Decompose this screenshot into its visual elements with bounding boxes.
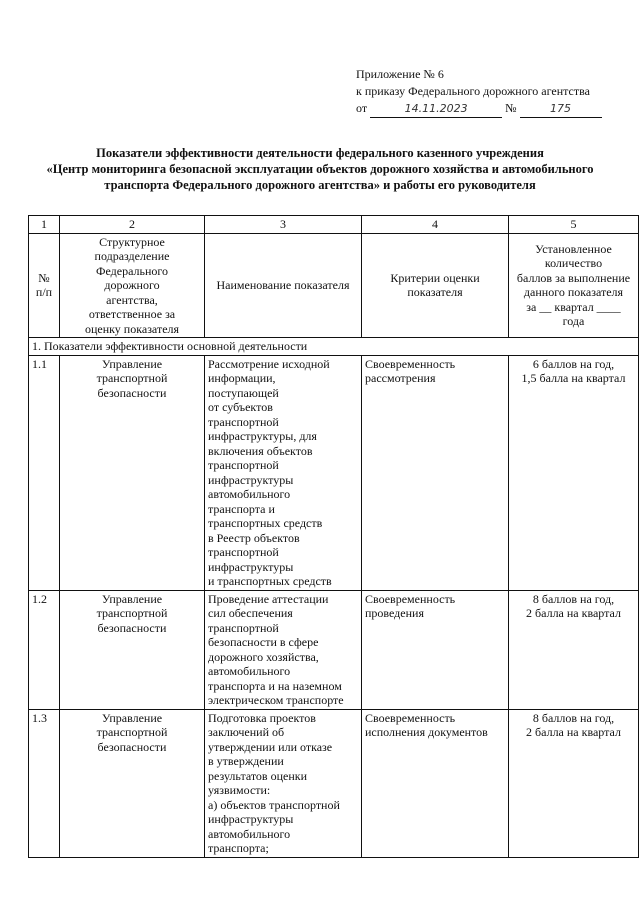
row-unit: Управление транспортной безопасности (60, 355, 205, 590)
row-num: 1.1 (29, 355, 60, 590)
table-row (29, 355, 639, 590)
row-unit: Управление транспортной безопасности (60, 590, 205, 709)
section-row (29, 338, 639, 356)
col-number: 2 (60, 216, 205, 234)
header-points: Установленное количество баллов за выполнение данного показателя за __ квартал ____ года (509, 233, 639, 338)
row-points: 8 баллов на год, 2 балла на квартал (509, 590, 639, 709)
row-points: 6 баллов на год, 1,5 балла на квартал (509, 355, 639, 590)
header-row (29, 233, 639, 338)
col-number: 1 (29, 216, 60, 234)
title-line-2: «Центр мониторинга безопасной эксплуатации объектов дорожного хозяйства и автомобильного (46, 162, 594, 176)
row-name: Рассмотрение исходной информации, поступающей от субъектов транспортной инфраструктуры, для включения объектов транспортной инфраструктуры автомобильного транспорта и транспортных средств в Реестр объектов транспортной инфраструктуры и транспортных средств (205, 355, 362, 590)
indicators-table (28, 215, 639, 858)
col-number: 5 (509, 216, 639, 234)
appendix-date-number (356, 100, 602, 118)
col-number: 4 (362, 216, 509, 234)
column-numbers-row (29, 216, 639, 234)
row-criteria: Своевременность проведения (362, 590, 509, 709)
number-value: 175 (520, 100, 602, 118)
header-num: № п/п (29, 233, 60, 338)
row-criteria: Своевременность рассмотрения (362, 355, 509, 590)
row-name: Подготовка проектов заключений об утверждении или отказе в утверждении результатов оценки уязвимости: а) объектов транспортной инфраструктуры автомобильного транспорта; (205, 709, 362, 857)
number-prefix: № (505, 101, 517, 115)
table-row (29, 709, 639, 857)
row-name: Проведение аттестации сил обеспечения транспортной безопасности в сфере дорожного хозяйства, автомобильного транспорта и на наземном электрическом транспорте (205, 590, 362, 709)
appendix-block (356, 66, 602, 118)
row-unit: Управление транспортной безопасности (60, 709, 205, 857)
title-line-3: транспорта Федерального дорожного агентства» и работы его руководителя (104, 178, 536, 192)
header-unit: Структурное подразделение Федерального дорожного агентства, ответственное за оценку показателя (60, 233, 205, 338)
row-criteria: Своевременность исполнения документов (362, 709, 509, 857)
row-points: 8 баллов на год, 2 балла на квартал (509, 709, 639, 857)
date-value: 14.11.2023 (370, 100, 502, 118)
appendix-title: Приложение № 6 (356, 67, 444, 81)
title-line-1: Показатели эффективности деятельности федерального казенного учреждения (96, 146, 544, 160)
document-title (30, 145, 610, 193)
section-title: 1. Показатели эффективности основной деятельности (29, 338, 639, 356)
header-name: Наименование показателя (205, 233, 362, 338)
header-criteria: Критерии оценки показателя (362, 233, 509, 338)
table-row (29, 590, 639, 709)
row-num: 1.2 (29, 590, 60, 709)
appendix-order-ref: к приказу Федерального дорожного агентства (356, 84, 590, 98)
date-prefix: от (356, 101, 368, 115)
row-num: 1.3 (29, 709, 60, 857)
col-number: 3 (205, 216, 362, 234)
